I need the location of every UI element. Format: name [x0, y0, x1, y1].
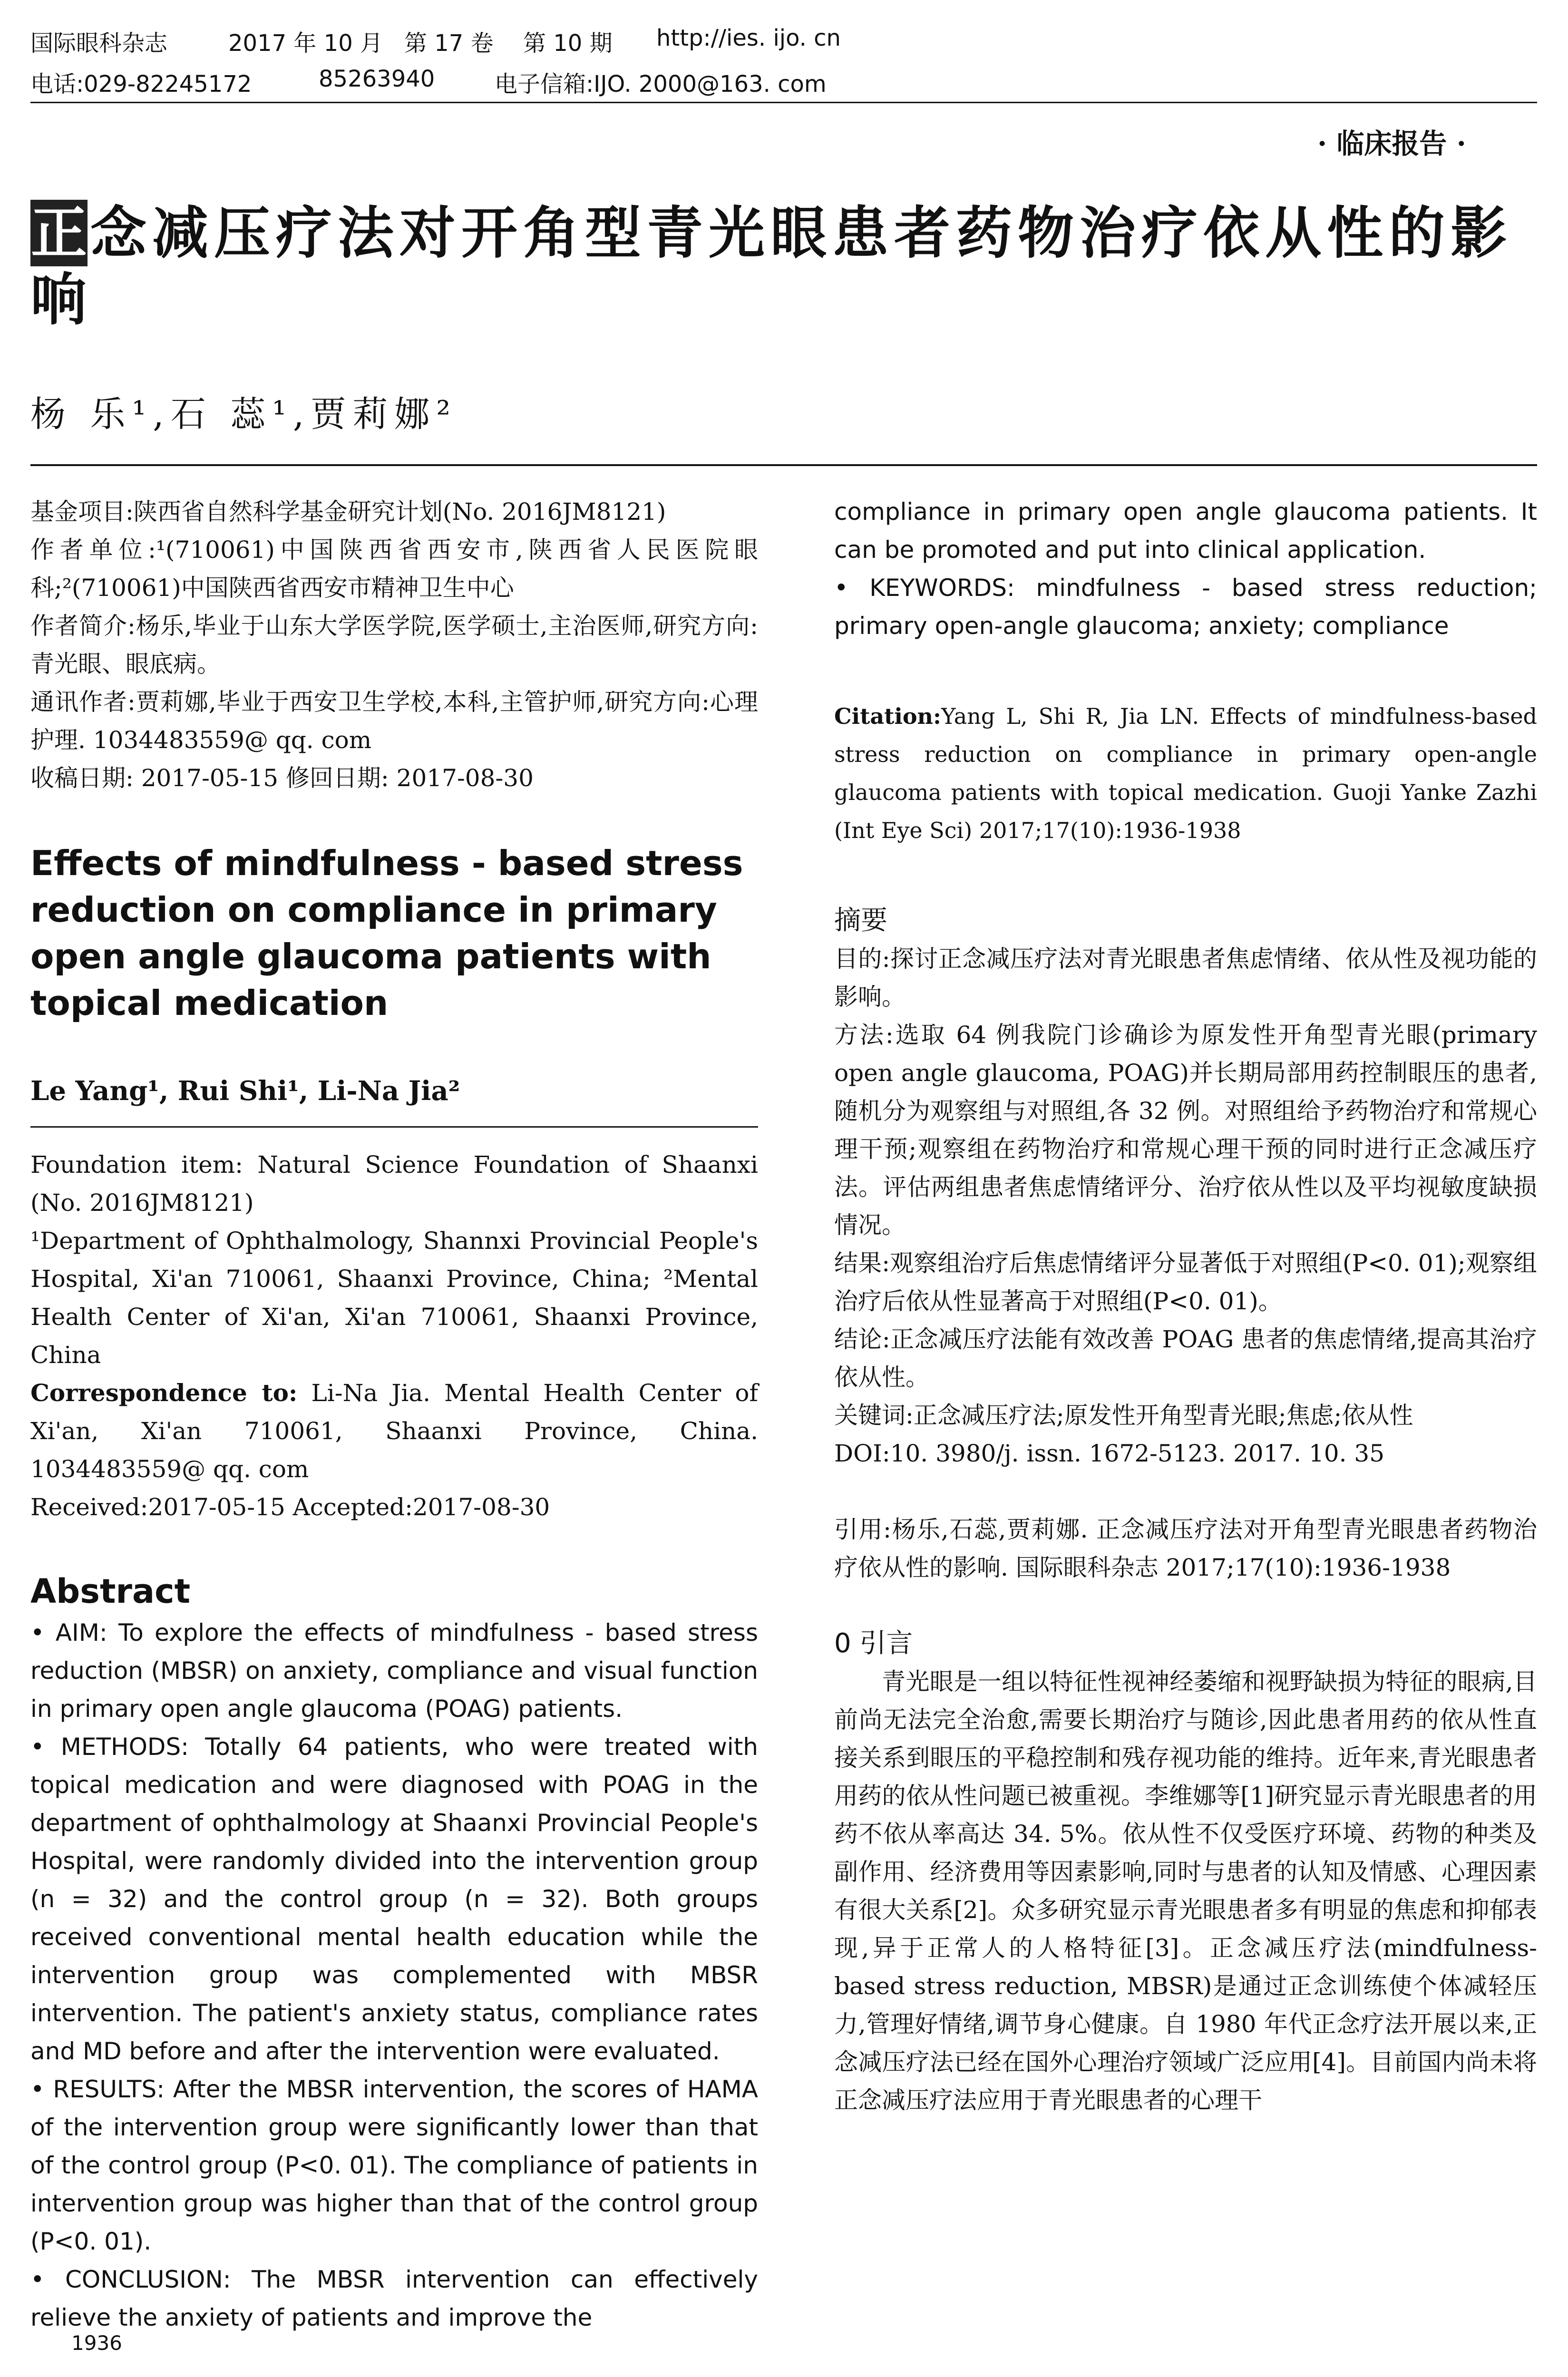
issue-number: 第 10 期 — [523, 30, 613, 57]
header-rule — [30, 102, 1537, 103]
authors-chinese: 杨 乐¹,石 蕊¹,贾莉娜² — [30, 394, 458, 435]
email[interactable]: 电子信箱:IJO. 2000@163. com — [495, 71, 827, 97]
author-bio: 作者简介:杨乐,毕业于山东大学医学院,医学硕士,主治医师,研究方向:青光眼、眼底病。 — [30, 612, 758, 678]
title-first-char: 正 — [30, 200, 87, 266]
journal-url[interactable]: http://ies. ijo. cn — [656, 25, 841, 51]
left-column — [30, 493, 758, 2337]
abstract-methods: • METHODS: Totally 64 patients, who were treated with topical medication and were diagnosed with POAG in the department of ophthalmology at Shaanxi Provincial People's Hospital, were randomly divided into the intervention group (n = 32) and the control group (n = 32). Both groups received conventional mental health education while the intervention group was complemented with MBSR intervention. The patient's anxiety status, compliance rates and MD before and after the intervention were evaluated. — [30, 1733, 758, 2065]
english-title: Effects of mindfulness - based stress reduction on compliance in primary open angle glaucoma patients with topical medication — [30, 843, 743, 1023]
intro-paragraph: 青光眼是一组以特征性视神经萎缩和视野缺损为特征的眼病,目前尚无法完全治愈,需要长期治疗与随诊,因此患者用药的依从性直接关系到眼压的平稳控制和残存视功能的维持。近年来,青光眼患者用药的依从性问题已被重视。李维娜等[1]研究显示青光眼患者的用药不依从率高达 34. 5%。依从性不仅受医疗环境、药物的种类及副作用、经济费用等因素影响,同时与患者的认知及情感、心理因素有很大关系[2]。众多研究显示青光眼患者多有明显的焦虑和抑郁表现,异于正常人的人格特征[3]。正念减压疗法(mindfulness-based stress reduction, MBSR)是通过正念训练使个体减轻压力,管理好情绪,调节身心健康。自 1980 年代正念疗法开展以来,正念减压疗法已经在国外心理治疗领域广泛应用[4]。目前国内尚未将正念减压疗法应用于青光眼患者的心理干 — [834, 1668, 1537, 2114]
phone-alt: 85263940 — [319, 66, 435, 92]
abstract-heading: Abstract — [30, 1572, 191, 1611]
citation-text: Yang L, Shi R, Jia LN. Effects of mindfulness-based stress reduction on compliance in primary open-angle glaucoma patients with topical medication. Guoji Yanke Zazhi (Int Eye Sci) 2017;17(10):1936-1938 — [834, 703, 1537, 843]
doi[interactable]: DOI:10. 3980/j. issn. 1672-5123. 2017. 10. 35 — [834, 1440, 1385, 1467]
abstract-result: 结果:观察组治疗后焦虑情绪评分显著低于对照组(P<0. 01);观察组治疗后依从性显著高于对照组(P<0. 01)。 — [834, 1249, 1537, 1315]
abstract-cn-heading: 摘要 — [834, 905, 887, 936]
correspondence-text: Li-Na Jia. Mental Health Center of Xi'an, Xi'an 710061, Shaanxi Province, China. 1034483559@ qq. com — [30, 1379, 758, 1483]
phone: 电话:029-82245172 — [30, 71, 252, 97]
abstract-aim: • AIM: To explore the effects of mindfulness - based stress reduction (MBSR) on anxiety, compliance and visual function in primary open angle glaucoma (POAG) patients. — [30, 1619, 758, 1723]
journal-name: 国际眼科杂志 — [30, 30, 168, 57]
corresponding-author: 通讯作者:贾莉娜,毕业于西安卫生学校,本科,主管护师,研究方向:心理护理. 1034483559@ qq. com — [30, 688, 758, 754]
citation — [834, 697, 1537, 849]
volume: 第 17 卷 — [404, 30, 494, 57]
fund-info: 基金项目:陕西省自然科学基金研究计划(No. 2016JM8121) — [30, 498, 666, 526]
department: ¹Department of Ophthalmology, Shannxi Provincial People's Hospital, Xi'an 710061, Shaanxi Province, China; ²Mental Health Center of Xi'an, Xi'an 710061, Shaanxi Province, China — [30, 1227, 758, 1369]
abstract-results: • RESULTS: After the MBSR intervention, the scores of HAMA of the intervention group were significantly lower than that of the control group (P<0. 01). The compliance of patients in intervention group was higher than that of the control group (P<0. 01). — [30, 2075, 758, 2255]
abstract-method: 方法:选取 64 例我院门诊确诊为原发性开角型青光眼(primary open angle glaucoma, POAG)并长期局部用药控制眼压的患者,随机分为观察组与对照组,各 32 例。对照组给予药物治疗和常规心理干预;观察组在药物治疗和常规心理干预的同时进行正念减压疗法。评估两组患者焦虑情绪评分、治疗依从性以及平均视敏度缺损情况。 — [834, 1021, 1537, 1239]
title-rest: 念减压疗法对开角型青光眼患者药物治疗依从性的影响 — [30, 200, 1513, 332]
abstract-conclusion-continued: compliance in primary open angle glaucoma patients. It can be promoted and put into clinical application. — [834, 498, 1537, 564]
correspondence — [30, 1374, 758, 1488]
section-label: · 临床报告 · — [1317, 127, 1466, 160]
citation-cn: 引用:杨乐,石蕊,贾莉娜. 正念减压疗法对开角型青光眼患者药物治疗依从性的影响. 国际眼科杂志 2017;17(10):1936-1938 — [834, 1516, 1537, 1581]
foundation-item: Foundation item: Natural Science Foundation of Shaanxi (No. 2016JM8121) — [30, 1151, 758, 1217]
citation-label: Citation: — [834, 703, 941, 729]
received-dates-cn: 收稿日期: 2017-05-15 修回日期: 2017-08-30 — [30, 764, 534, 792]
english-authors-rule — [30, 1126, 758, 1128]
abstract-objective: 目的:探讨正念减压疗法对青光眼患者焦虑情绪、依从性及视功能的影响。 — [834, 945, 1537, 1011]
abstract-conclusion: • CONCLUSION: The MBSR intervention can effectively relieve the anxiety of patients and improve the — [30, 2266, 758, 2331]
authors-rule — [30, 464, 1537, 466]
issue-date: 2017 年 10 月 — [228, 30, 383, 57]
article-title — [30, 200, 1537, 333]
intro-heading: 0 引言 — [834, 1628, 913, 1659]
author-affiliation: 作者单位:¹(710061)中国陕西省西安市,陕西省人民医院眼科;²(710061)中国陕西省西安市精神卫生中心 — [30, 536, 758, 602]
correspondence-label: Correspondence to: — [30, 1379, 298, 1407]
abstract-conclusion-cn: 结论:正念减压疗法能有效改善 POAG 患者的焦虑情绪,提高其治疗依从性。 — [834, 1325, 1537, 1391]
english-authors: Le Yang¹, Rui Shi¹, Li-Na Jia² — [30, 1075, 460, 1107]
received-accepted: Received:2017-05-15 Accepted:2017-08-30 — [30, 1493, 550, 1521]
page-number: 1936 — [71, 2331, 122, 2355]
right-column — [834, 493, 1537, 2119]
keywords-cn: 关键词:正念减压疗法;原发性开角型青光眼;焦虑;依从性 — [834, 1402, 1413, 1429]
keywords: • KEYWORDS: mindfulness - based stress reduction; primary open-angle glaucoma; anxiety; compliance — [834, 574, 1537, 640]
